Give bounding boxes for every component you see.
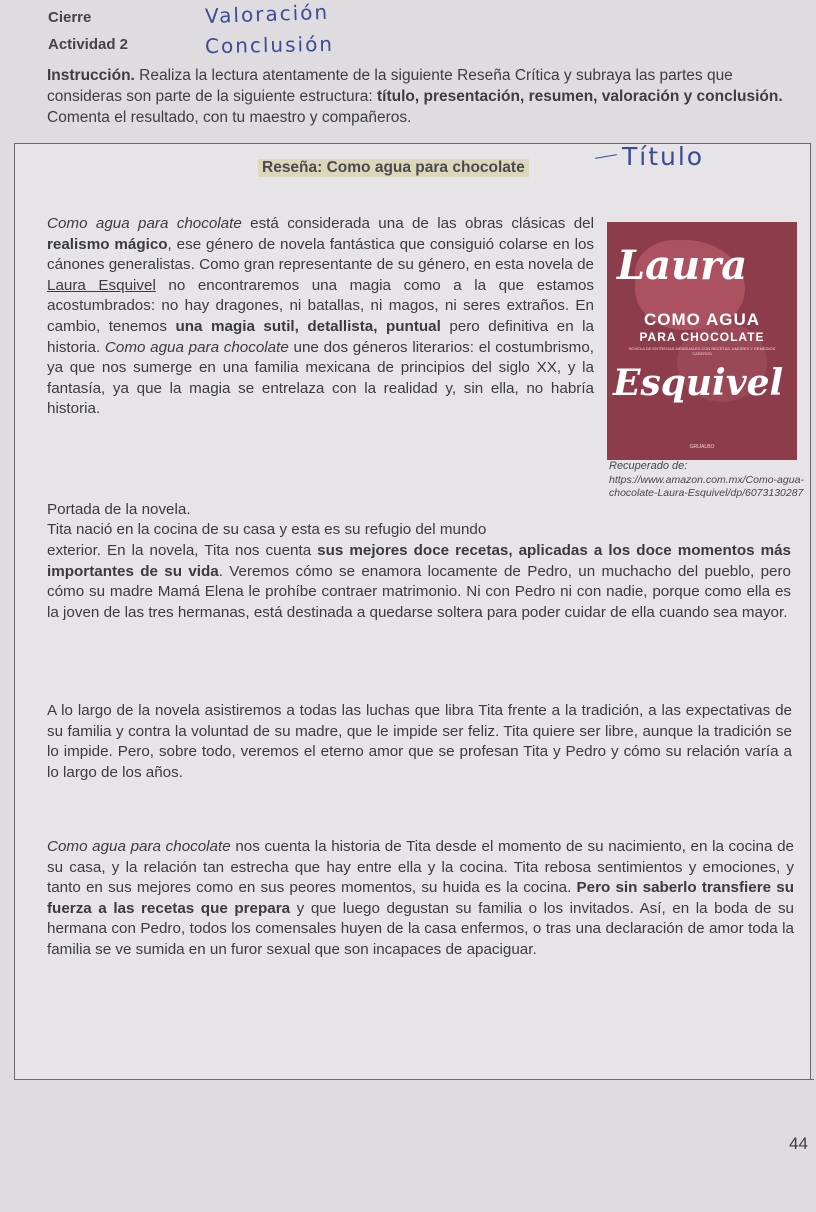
activity-label: Actividad 2 <box>48 36 129 53</box>
book-cover-image <box>607 222 797 460</box>
review-paragraph-4 <box>47 837 794 961</box>
handwritten-note-conclusion: Conclusión <box>204 31 335 59</box>
page-number: 44 <box>789 1134 808 1153</box>
cover-publisher: GRIJALBO <box>689 444 715 450</box>
instruction-paragraph <box>47 65 792 128</box>
handwritten-note-titulo: Título <box>622 142 705 171</box>
review-paragraph-2-first-line: Tita nació en la cocina de su casa y esta es su refugio del mundo <box>47 521 487 538</box>
instruction-label: Instrucción. <box>47 67 135 84</box>
text-run: está considerada una de las obras clásicas del <box>241 215 594 232</box>
instruction-text-1: Realiza la lectura atentamente de la siguiente Reseña Crítica y subraya las partes que consideras son parte de la siguiente estructura: <box>47 67 733 105</box>
review-box-bottom-border <box>14 1079 814 1080</box>
review-paragraph-3: A lo largo de la novela asistiremos a todas las luchas que libra Tita frente a la tradición, a las expectativas de su familia y contra la voluntad de su madre, que le impide ser feliz. Tita quiere ser libre, aunque la tradición se lo impide. Pero, sobre todo, veremos el eterno amor que se profesan Tita y Pedro y cómo su relación varía a lo largo de los años. <box>47 702 792 781</box>
cover-caption: Portada de la novela. <box>47 501 191 518</box>
review-paragraph-1 <box>47 214 594 420</box>
cover-author-first: Laura <box>617 242 748 289</box>
text-run: , ese género de novela fantástica que consiguió colarse en los cánones generalistas. Como gran representante de su género, en esta novela de <box>47 235 594 274</box>
cover-title-line1: COMO AGUA <box>643 310 761 329</box>
section-label-cierre: Cierre <box>48 9 92 26</box>
text-run: nos cuenta la historia de Tita desde el momento de su nacimiento, en la cocina de su casa, y la relación tan estrecha que hay entre ella y la cocina. Tita rebosa sentimientos y emociones, y tanto en sus mejores como en sus peores momentos, su huida es la cocina. <box>47 838 794 897</box>
book-title-italic: Como agua para chocolate <box>47 838 231 855</box>
instruction-structure: título, presentación, resumen, valoración y conclusión. <box>377 88 783 105</box>
book-title-italic: Como agua para chocolate <box>47 215 242 232</box>
handwritten-note-valoracion: Valoración <box>204 0 330 29</box>
text-run: y que luego degustan su familia o los invitados. Así, en la boda de su hermana con Pedro, todos los comensales huyen de la casa enfermos, o tras una declaración de amor toda la familia se ve sumida en un furor sexual que son incapaces de apaciguar. <box>47 899 795 958</box>
text-run: une dos géneros literarios: el costumbrismo, ya que nos sumerge en una familia mexicana de principios del siglo XX, y la fantasía, ya que la magia se entrelaza con la realidad y, sin ella, no habría historia. <box>47 338 594 418</box>
text-run-bold: Pero sin saberlo transfiere su fuerza a las recetas que prepara <box>47 879 794 917</box>
text-run: no encontraremos una magia como a la que estamos acostumbrados: no hay dragones, ni batallas, ni magos, ni seres extraños. En cambio, tenemos <box>47 276 594 335</box>
cover-author-last: Esquivel <box>613 362 784 404</box>
book-title-italic: Como agua para chocolate <box>104 338 289 356</box>
source-url: https://www.amazon.com.mx/Como-agua-chocolate-Laura-Esquivel/dp/6073130287 <box>609 473 804 499</box>
review-title: Reseña: Como agua para chocolate <box>258 159 529 177</box>
author-name-underlined: Laura Esquivel <box>47 276 156 294</box>
review-paragraph-2 <box>47 541 791 623</box>
cover-tagline: NOVELA DE ENTREGAS MENSUALES CON RECETAS, AMORES Y REMEDIOS CASEROS <box>628 346 776 356</box>
text-run-bold: una magia sutil, detallista, puntual <box>175 317 441 335</box>
text-run: exterior. En la novela, Tita nos cuenta <box>47 542 318 559</box>
text-run: . Veremos cómo se enamora locamente de Pedro, un muchacho del pueblo, pero cómo su madre Mamá Elena le prohíbe contraer matrimonio. Ni con Pedro ni con nadie, porque como ella es la joven de las tres hermanas, está destinada a quedarse soltera para poder cuidar de ella cuando sea mayor. <box>47 562 791 621</box>
source-label: Recuperado de: <box>609 460 688 472</box>
text-run-bold: sus mejores doce recetas, aplicadas a los doce momentos más importantes de su vida <box>47 542 791 580</box>
text-run: pero definitiva en la historia. <box>47 317 594 356</box>
cover-title-line2: PARA CHOCOLATE <box>639 330 765 344</box>
text-run-bold: realismo mágico <box>47 235 168 253</box>
instruction-text-2: Comenta el resultado, con tu maestro y compañeros. <box>47 109 412 126</box>
image-source <box>609 460 809 501</box>
